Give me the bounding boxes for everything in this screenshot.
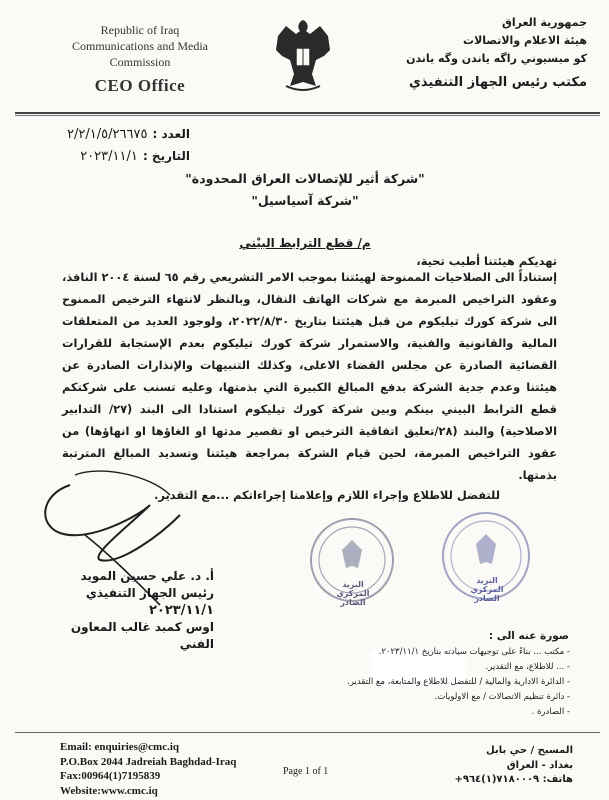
- reference-date-row: [60, 145, 190, 164]
- cc-list: [210, 645, 570, 720]
- stamp-right-sub: البريد المركزي: [470, 576, 504, 594]
- stamp-right-text: الصادر: [474, 594, 500, 603]
- letter-body: إستناداً الى الصلاحيات الممنوحة لهيئتنا بموجب الامر التشريعي رقم ٦٥ لسنة ٢٠٠٤ النافذ، وعقود التراخيص المبرمة مع شركات الهاتف النقال، وبالنظر لانتهاء الترخيص الممنوح الى شركة كورك تيليكوم من قبل هيئتنا بتاريخ ٢٠٢٢/٨/٣٠، ولوجود العديد من المتعلقات المالية والقانونية والفنية، والاستمرار شركة كورك تيليكوم بعدم الإستجابة للقرارات القضائية الصادرة عن مجلس القضاء الاعلى، وكذلك التنبيهات والإنذارات الصادرة عن هيئتنا وعدم جدية الشركة بدفع المبالغ الكبيرة التي بذمتها، وعليه تسنب على شركتكم قطع الترابط البيني بينكم وبين شركة كورك تيليكوم استنادا الى البند (٢٧/ التدابير الاصلاحية) والبند (٢٨/تعليق اتفاقية الترخيص او تقصير مدتها او الغاؤها او انهاؤها) من عقود التراخيص المبرمة، لحين قيام الشركة بمراجعة هيئتنا وتسديد المبالغ المترتبة بذمتها.: [62, 270, 558, 482]
- header-english: [50, 22, 230, 94]
- signatory-name: أ. د. علي حسين المويد: [80, 569, 214, 583]
- footer-ar-line-3: هاتف: ٧١٨٠٠٠٩(١)٩٦٤+: [454, 774, 573, 785]
- header-ar-line-3: كو ميسيوني راگه ياندن وگه ياندن: [406, 52, 587, 65]
- footer-pobox: P.O.Box 2044 Jadreiah Baghdad-Iraq: [60, 755, 237, 768]
- addressee-2: "شركة آسياسيل": [251, 193, 359, 208]
- signatory-title: رئيس الجهاز التنفيذي: [85, 586, 214, 600]
- stamp-left-text: الصادر: [340, 598, 366, 607]
- footer-website: Website:www.cmc.iq: [60, 784, 158, 797]
- closing-line: للتفضل للاطلاع وإجراء اللازم وإعلامنا إجراءاتكم ...مع التقدير.: [154, 488, 500, 502]
- reference-number-value: ٢/٢/١/٥/٢٦٦٧٥: [67, 127, 148, 142]
- header-en-line-2: Communications and Media: [72, 39, 208, 53]
- header-en-line-1: Republic of Iraq: [100, 23, 180, 37]
- stamp-left-sub: البريد المركزي: [336, 580, 370, 598]
- cc-item-5: - الصادرة .: [531, 707, 570, 717]
- footer-email: Email: enquiries@cmc.iq: [60, 741, 180, 753]
- reference-date-label: التاريخ :: [142, 149, 190, 163]
- footer-fax: Fax:00964(1)7195839: [60, 770, 161, 782]
- eagle-emblem-icon: [272, 16, 334, 94]
- addressee-1: "شركة أثير للإتصالات العراق المحدودة": [185, 171, 425, 186]
- header-en-line-3: Commission: [109, 55, 171, 69]
- cc-item-4: - دائرة تنظيم الاتصالات / مع الاولويات.: [434, 692, 570, 702]
- signatory-date: ٢٠٢٣/١١/١: [148, 603, 214, 618]
- cc-item-1: - مكتب ... بناءً على توجيهات سيادته بتاريخ ٢٠٢٣/١١/١.: [378, 647, 570, 657]
- stamp-left-label: [328, 580, 378, 607]
- cc-heading: صورة عنه الى :: [488, 630, 569, 642]
- header-ar-office: مكتب رئيس الجهاز التنفيذي: [409, 75, 587, 90]
- reference-number-label: العدد :: [152, 127, 190, 141]
- stamp-right-label: [462, 576, 512, 603]
- reference-number-row: [60, 123, 190, 142]
- footer-divider: [15, 732, 600, 733]
- header-arabic: [357, 14, 587, 92]
- signatory-handwritten-note: اوس كمبد غالب المعاون الفني: [70, 620, 214, 651]
- greeting: تهديكم هيئتنا أطيب تحية،: [416, 254, 557, 268]
- footer-english: [60, 740, 300, 798]
- header-ar-line-1: جمهورية العراق: [502, 16, 587, 29]
- footer-ar-line-1: المسبح / حي بابل: [486, 745, 573, 756]
- reference-date-value: ٢٠٢٣/١١/١: [80, 149, 138, 164]
- footer-arabic: [403, 744, 573, 788]
- cc-item-2: - ... للاطلاع، مع التقدير.: [485, 662, 570, 672]
- cc-item-3: - الدائرة الادارية والمالية / للتفضل للاطلاع والمتابعة، مع التقدير.: [347, 677, 570, 687]
- header-ar-line-2: هيئة الاعلام والاتصالات: [463, 34, 587, 47]
- header-divider-thin: [15, 115, 600, 116]
- header-en-office: CEO Office: [94, 76, 186, 95]
- page-number: Page 1 of 1: [283, 766, 329, 777]
- footer-ar-line-2: بغداد - العراق: [506, 759, 573, 771]
- subject: م/ قطع الترابط البيْني: [239, 236, 371, 250]
- header-divider: [15, 112, 600, 114]
